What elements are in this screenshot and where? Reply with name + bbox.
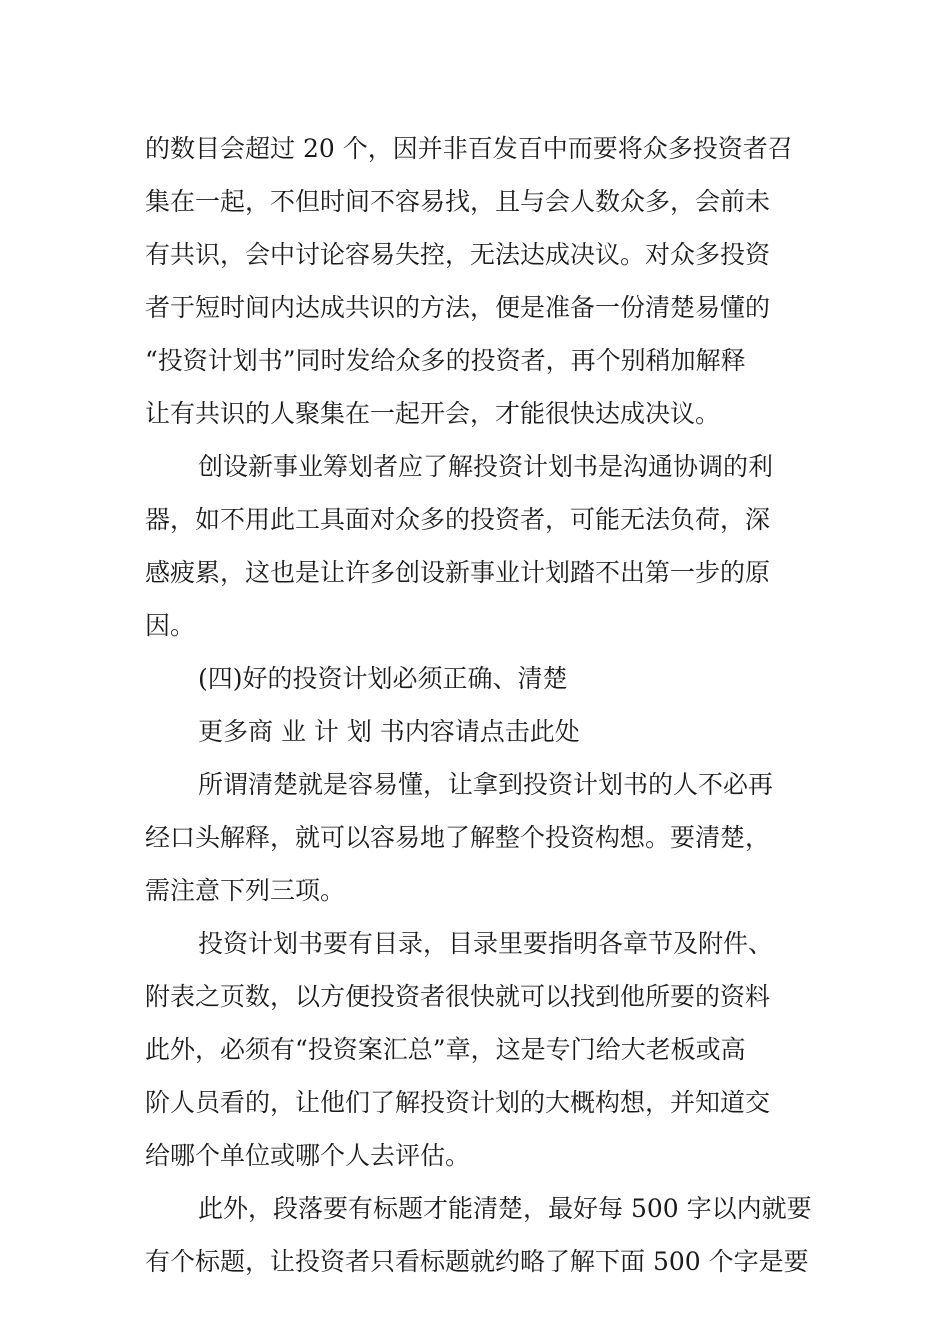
text-line: 者于短时间内达成共识的方法，便是准备一份清楚易懂的 <box>145 293 771 322</box>
document-body <box>145 122 810 1288</box>
text-line: 有个标题，让投资者只看标题就约略了解下面 500 个字是要 <box>145 1247 809 1276</box>
text-line: 创设新事业筹划者应了解投资计划书是沟通协调的利 <box>198 452 774 481</box>
text-line: 阶人员看的，让他们了解投资计划的大概构想，并知道交 <box>145 1088 771 1117</box>
text-line: 让有共识的人聚集在一起开会，才能很快达成决议。 <box>145 399 721 428</box>
text-line: 投资计划书要有目录，目录里要指明各章节及附件、 <box>198 929 774 958</box>
text-line: “投资计划书”同时发给众多的投资者，再个别稍加解释 <box>145 346 746 375</box>
text-line: 经口头解释，就可以容易地了解整个投资构想。要清楚， <box>145 823 771 852</box>
text-line: 给哪个单位或哪个人去评估。 <box>145 1141 471 1170</box>
text-line: (四)好的投资计划必须正确、清楚 <box>198 664 568 693</box>
more-content-link-paragraph <box>145 705 810 758</box>
text-line: 因。 <box>145 611 196 640</box>
paragraph <box>145 1182 810 1288</box>
section-heading <box>145 652 810 705</box>
text-line: 所谓清楚就是容易懂，让拿到投资计划书的人不必再 <box>198 770 774 799</box>
text-line: 的数目会超过 20 个，因并非百发百中而要将众多投资者召 <box>145 134 793 163</box>
text-line: 需注意下列三项。 <box>145 876 346 905</box>
text-line: 此外，必须有“投资案汇总”章，这是专门给大老板或高 <box>145 1035 746 1064</box>
text-line: 器，如不用此工具面对众多的投资者，可能无法负荷，深 <box>145 505 771 534</box>
paragraph <box>145 122 810 440</box>
paragraph <box>145 440 810 652</box>
text-line: 有共识，会中讨论容易失控，无法达成决议。对众多投资 <box>145 240 771 269</box>
paragraph <box>145 917 810 1182</box>
text-line: 集在一起，不但时间不容易找，且与会人数众多，会前未 <box>145 187 771 216</box>
text-line: 此外，段落要有标题才能清楚，最好每 500 字以内就要 <box>198 1194 812 1223</box>
link-line <box>145 705 810 758</box>
paragraph <box>145 758 810 917</box>
more-business-plan-link[interactable]: 更多商 业 计 划 书内容请点击此处 <box>198 717 580 746</box>
text-line: 感疲累，这也是让许多创设新事业计划踏不出第一步的原 <box>145 558 771 587</box>
text-line: 附表之页数，以方便投资者很快就可以找到他所要的资料 <box>145 982 771 1011</box>
